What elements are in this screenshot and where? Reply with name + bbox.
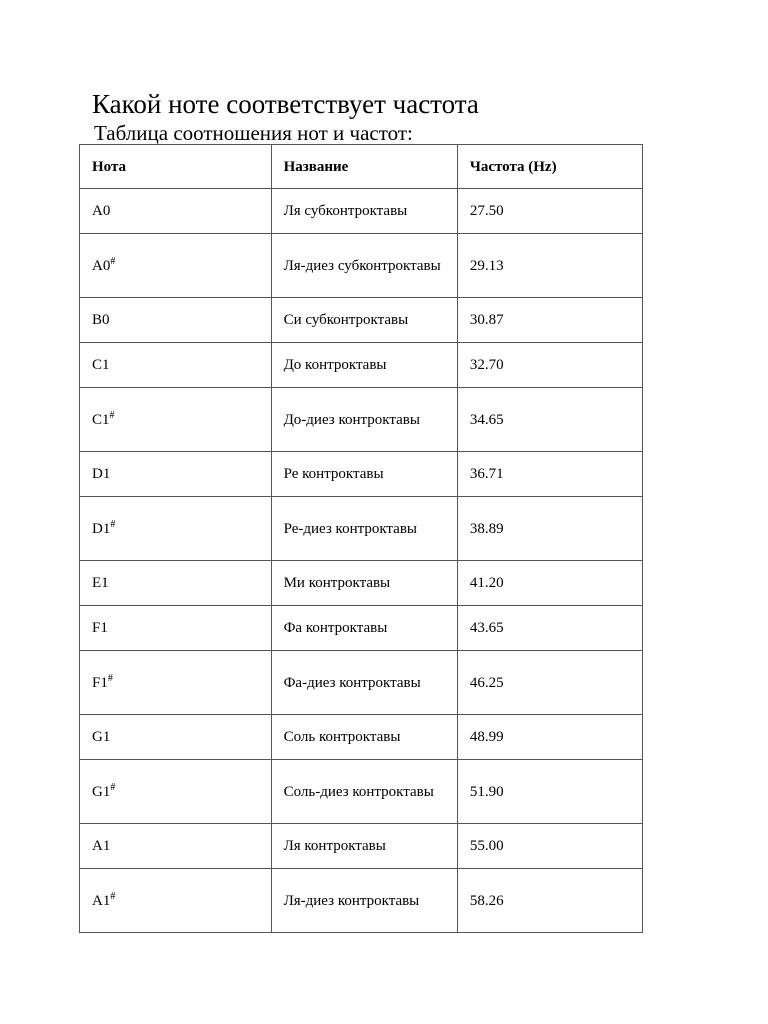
name-cell: Ля контроктавы (271, 824, 457, 869)
frequency-cell: 38.89 (457, 497, 642, 561)
note-cell (80, 298, 272, 343)
name-cell: До контроктавы (271, 343, 457, 388)
table-row (80, 343, 643, 388)
note-cell (80, 651, 272, 715)
table-row (80, 497, 643, 561)
frequency-cell: 43.65 (457, 606, 642, 651)
note-label: C1 (92, 411, 110, 428)
note-label: B0 (92, 312, 110, 328)
note-cell (80, 388, 272, 452)
note-label: F1 (92, 620, 108, 636)
name-cell: Ля субконтроктавы (271, 189, 457, 234)
table-row (80, 760, 643, 824)
frequency-cell: 58.26 (457, 869, 642, 933)
header-name: Название (271, 145, 457, 189)
note-label: G1 (92, 729, 111, 745)
name-cell: Ми контроктавы (271, 561, 457, 606)
sharp-sign: # (110, 518, 116, 530)
table-row (80, 388, 643, 452)
name-cell: Ля-диез контроктавы (271, 869, 457, 933)
note-label: D1 (92, 520, 111, 537)
name-cell: Ля-диез субконтроктавы (271, 234, 457, 298)
table-body (80, 189, 643, 933)
name-cell: До-диез контроктавы (271, 388, 457, 452)
note-cell (80, 343, 272, 388)
note-cell (80, 606, 272, 651)
note-cell (80, 497, 272, 561)
header-frequency: Частота (Hz) (457, 145, 642, 189)
note-cell (80, 760, 272, 824)
table-row (80, 561, 643, 606)
table-header-row (80, 145, 643, 189)
frequency-cell: 27.50 (457, 189, 642, 234)
note-frequency-table (79, 144, 643, 933)
note-cell (80, 824, 272, 869)
frequency-cell: 36.71 (457, 452, 642, 497)
note-label: G1 (92, 783, 111, 800)
note-label: A1 (92, 838, 111, 854)
table-row (80, 651, 643, 715)
sharp-sign: # (109, 409, 115, 421)
note-cell (80, 452, 272, 497)
name-cell: Ре контроктавы (271, 452, 457, 497)
table-row (80, 715, 643, 760)
table-row (80, 606, 643, 651)
name-cell: Си субконтроктавы (271, 298, 457, 343)
sharp-sign: # (110, 890, 116, 902)
note-label: A0 (92, 203, 111, 219)
note-label: A0 (92, 257, 111, 274)
note-cell (80, 715, 272, 760)
table-row (80, 869, 643, 933)
note-cell (80, 561, 272, 606)
note-cell (80, 869, 272, 933)
frequency-cell: 51.90 (457, 760, 642, 824)
note-label: E1 (92, 575, 109, 591)
frequency-cell: 41.20 (457, 561, 642, 606)
name-cell: Фа контроктавы (271, 606, 457, 651)
frequency-cell: 29.13 (457, 234, 642, 298)
frequency-cell: 30.87 (457, 298, 642, 343)
note-label: C1 (92, 357, 110, 373)
table-row (80, 234, 643, 298)
table-row (80, 298, 643, 343)
name-cell: Фа-диез контроктавы (271, 651, 457, 715)
page-title: Какой ноте соответствует частота (92, 89, 479, 119)
note-cell (80, 234, 272, 298)
sharp-sign: # (110, 781, 116, 793)
name-cell: Соль-диез контроктавы (271, 760, 457, 824)
table-row (80, 452, 643, 497)
table-row (80, 824, 643, 869)
frequency-cell: 32.70 (457, 343, 642, 388)
note-cell (80, 189, 272, 234)
frequency-cell: 46.25 (457, 651, 642, 715)
frequency-cell: 55.00 (457, 824, 642, 869)
note-label: A1 (92, 892, 111, 909)
header-note: Нота (80, 145, 272, 189)
name-cell: Соль контроктавы (271, 715, 457, 760)
frequency-cell: 34.65 (457, 388, 642, 452)
frequency-cell: 48.99 (457, 715, 642, 760)
note-label: F1 (92, 674, 108, 691)
page-subtitle: Таблица соотношения нот и частот: (94, 121, 413, 145)
sharp-sign: # (110, 255, 116, 267)
sharp-sign: # (107, 672, 113, 684)
table-row (80, 189, 643, 234)
name-cell: Ре-диез контроктавы (271, 497, 457, 561)
note-label: D1 (92, 466, 111, 482)
